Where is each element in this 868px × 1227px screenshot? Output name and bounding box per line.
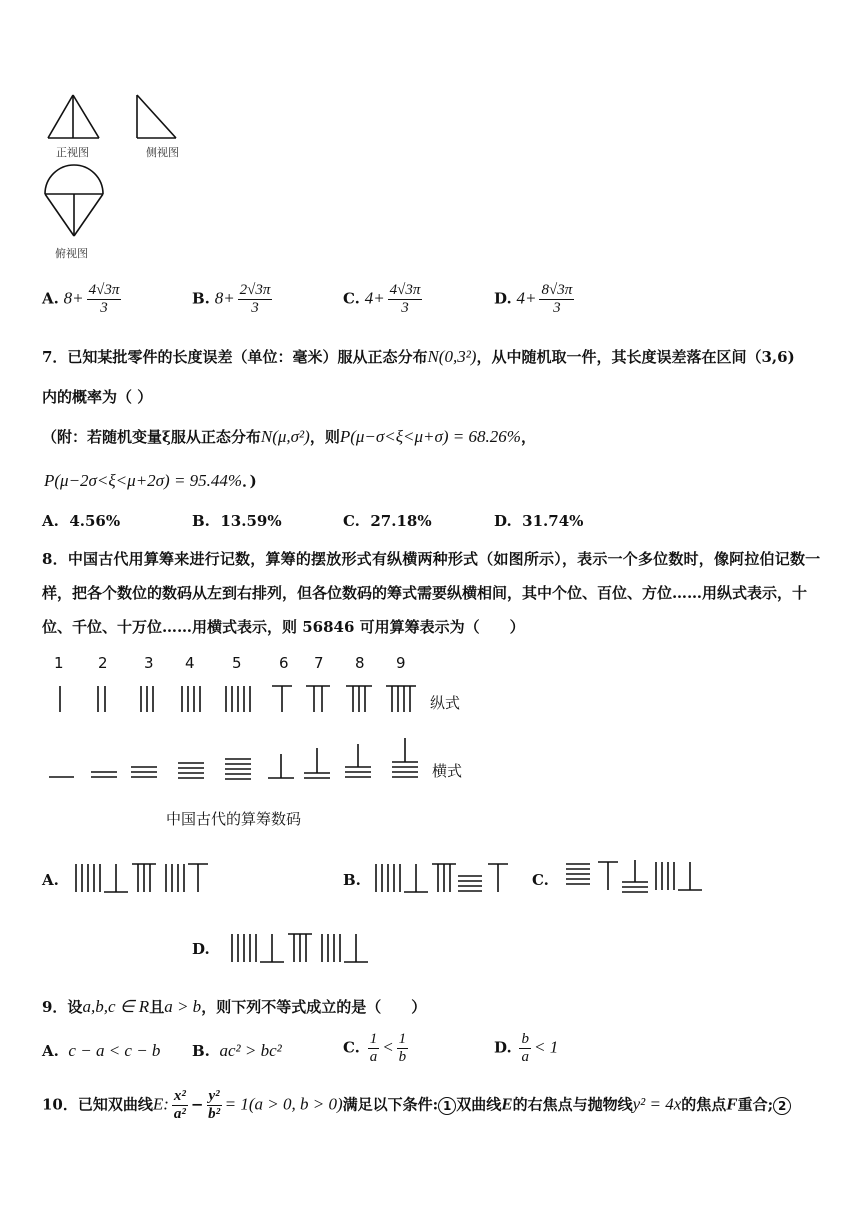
q7-stem-line1: 7．已知某批零件的长度误差（单位：毫米）服从正态分布N(0,3²)，从中随机取一件，其长度误差落在区间（3,6) [42,347,795,366]
q8-stem-line3: 位、千位、十万位……用横式表示，则 56846 可用算筹表示为（ ） [42,618,525,636]
q6-option-d[interactable]: D. 4+ $\frac{8√3\pi}{3}$ [494,282,573,316]
digit-label-5: 5 [232,654,242,672]
q9-option-d[interactable]: D. $\frac{b}{a}$ < 1 [494,1031,559,1065]
q9-option-b[interactable]: B. ac² > bc² [192,1041,282,1060]
digit-label-1: 1 [54,654,64,672]
digit-label-2: 2 [98,654,108,672]
q9-option-a[interactable]: A. c − a < c − b [42,1041,161,1060]
vertical-form-label: 纵式 [430,694,461,712]
digit-label-7: 7 [314,654,324,672]
q7-stem-line2: 内的概率为（ ） [42,388,153,406]
q9-option-c[interactable]: C. $\frac{1}{a}$ < $\frac{1}{b}$ [343,1031,407,1065]
digit-label-8: 8 [355,654,365,672]
q8-stem-line2: 样，把各个数位的数码从左到右排列，但各位数码的筹式需要纵横相间，其中个位、百位、方位……用纵式表示，十 [42,584,808,602]
q9-stem: 9．设a,b,c ∈ R且a > b，则下列不等式成立的是（ ） [42,997,427,1016]
q8-option-c-label[interactable]: C. [532,871,549,889]
q8-stem-line1: 8．中国古代用算筹来进行记数，算筹的摆放形式有纵横两种形式（如图所示），表示一个多位数时，像阿拉伯记数一 [42,550,821,568]
digit-label-3: 3 [144,654,154,672]
q8-option-a-label[interactable]: A. [42,871,59,889]
side-view-triangle [137,95,176,138]
rod-figure-caption: 中国古代的算筹数码 [166,810,302,828]
q7-option-b[interactable]: B. 13.59% [192,512,282,530]
condition-1-marker: 1 [438,1097,456,1115]
q8-option-a-rods[interactable] [70,860,220,896]
q7-option-a[interactable]: A. 4.56% [42,512,121,530]
q6-option-a[interactable]: A. 8+ $\frac{4√3\pi}{3}$ [42,282,120,316]
horizontal-form-label: 横式 [432,762,463,780]
q10-stem: 10．已知双曲线E: $\frac{\text{x²}}{\text{a²}}$ − $\frac{\text{y²}}{\text{b²}}$ = 1(a > 0, b > 0)满足以下条件: 1 双曲线E的右焦点与抛物线y² = 4x的焦点F重合; 2 [42,1088,791,1123]
three-views-figure [40,88,200,268]
q6-option-b[interactable]: B. 8+ $\frac{2√3\pi}{3}$ [192,282,271,316]
q7-option-c[interactable]: C. 27.18% [343,512,432,530]
q8-option-c-rods[interactable] [560,856,710,898]
q7-note-line2: P(μ−2σ<ξ<μ+2σ) = 95.44%．) [44,471,257,490]
front-view-triangle [48,95,99,138]
digit-label-4: 4 [185,654,195,672]
q6-option-c[interactable]: C. 4+ $\frac{4√3\pi}{3}$ [343,282,421,316]
top-view-caption: 俯视图 [55,247,88,260]
q8-option-d-rods[interactable] [226,928,376,968]
digit-label-9: 9 [396,654,406,672]
q7-note-line1: （附：若随机变量ξ服从正态分布N(μ,σ²)，则P(μ−σ<ξ<μ+σ) = 68.26%， [42,427,536,446]
q8-option-b-rods[interactable] [370,860,520,896]
side-view-caption: 侧视图 [146,146,179,159]
digit-label-6: 6 [279,654,289,672]
vertical-rod-numerals [40,680,430,720]
q7-option-d[interactable]: D. 31.74% [494,512,584,530]
horizontal-rod-numerals [40,734,430,784]
condition-2-marker: 2 [773,1097,791,1115]
top-view-shape [45,165,103,236]
q8-option-d-label[interactable]: D. [192,940,210,958]
front-view-caption: 正视图 [56,146,89,159]
q8-option-b-label[interactable]: B. [343,871,361,889]
